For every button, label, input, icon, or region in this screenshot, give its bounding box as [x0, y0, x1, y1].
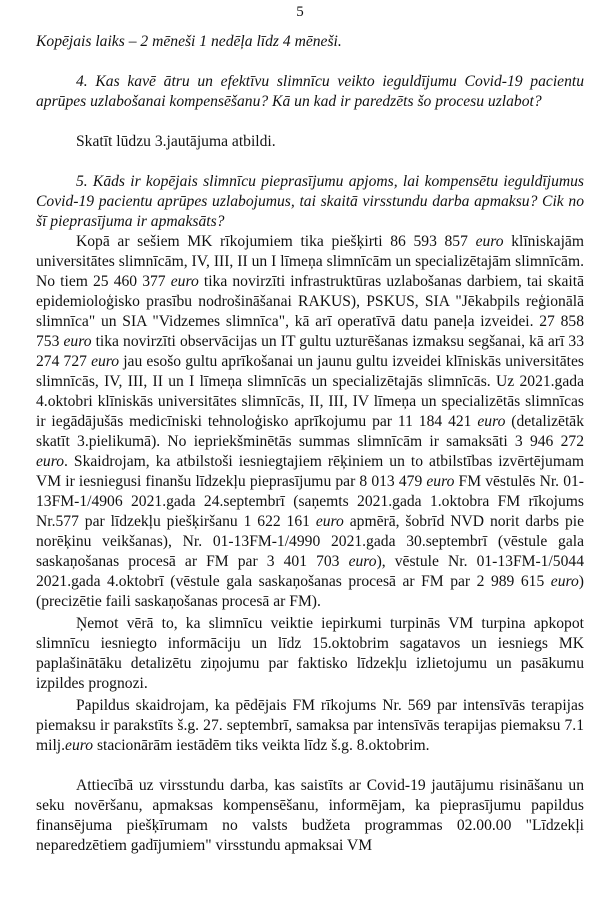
- currency-euro: euro: [475, 233, 504, 250]
- currency-euro: euro: [348, 553, 377, 570]
- currency-euro: euro: [315, 513, 344, 530]
- currency-euro: euro: [65, 737, 94, 754]
- currency-euro: euro: [550, 573, 579, 590]
- currency-euro: euro: [426, 473, 455, 490]
- currency-euro: euro: [63, 333, 92, 350]
- currency-euro: euro: [477, 413, 506, 430]
- page-number: 5: [296, 4, 304, 20]
- answer-5-procurement: Ņemot vērā to, ka slimnīcu veiktie iepirkumi turpinās VM turpina apkopot slimnīcu iesniegto informāciju un līdz 15.oktobrim sagatavos un iesniegs MK paplašinātāku detalizētu ziņojumu par faktisko līdzekļu izlietojumu un pasākumu izpildes prognozi.: [36, 615, 584, 692]
- paragraph-timeline: Kopējais laiks – 2 mēneši 1 nedēļa līdz 4 mēneši.: [36, 33, 342, 50]
- currency-euro: euro: [36, 453, 65, 470]
- answer-4: Skatīt lūdzu 3.jautājuma atbildi.: [76, 133, 276, 150]
- currency-euro: euro: [91, 353, 120, 370]
- answer-5-overtime: Attiecībā uz virsstundu darba, kas saistīts ar Covid-19 jautājumu risināšanu un seku novēršanu, apmaksas kompensēšanu, informējam, ka pieprasījumu papildus finansējuma piešķīrumam no valsts budžeta programmas 02.00.00 "Līdzekļi neparedzētiem gadījumiem" virsstundu apmaksai VM: [36, 777, 584, 854]
- question-4: 4. Kas kavē ātru un efektīvu slimnīcu veikto ieguldījumu Covid-19 pacientu aprūpes uzlabošanai kompensēšanu? Kā un kad ir paredzēts šo procesu uzlabot?: [36, 73, 584, 110]
- document-body: [36, 32, 584, 856]
- currency-euro: euro: [170, 273, 199, 290]
- answer-5-intensive-care: Papildus skaidrojam, ka pēdējais FM rīkojums Nr. 569 par intensīvās terapijas piemaksu ir parakstīts š.g. 27. septembrī, samaksa par intensīvās terapijas piemaksu 7.1 milj.euro stacionārām iestādēm tiks veikta līdz š.g. 8.oktobrim.: [36, 697, 584, 754]
- answer-5-funding: Kopā ar sešiem MK rīkojumiem tika piešķirti 86 593 857 euro klīniskajām universitātes slimnīcām, IV, III, II un I līmeņa slimnīcām un specializētajām slimnīcām. No tiem 25 460 377 euro tika novirzīti infrastruktūras uzlabošanas darbiem, tai skaitā epidemioloģisko prasību nodrošināšanai RAKUS), PSKUS, SIA "Jēkabpils reģionālā slimnīca" un SIA "Vidzemes slimnīca", kā arī operatīvā datu paneļa izveidei. 27 858 753 euro tika novirzīti observācijas un IT gultu uzturēšanas izmaksu segšanai, kā arī 33 274 727 euro jau esošo gultu aprīkošanai un jaunu gultu izveidei klīniskās universitātes slimnīcās, IV, III, II un I līmeņa slimnīcās un specializētajās slimnīcās. Uz 2021.gada 4.oktobri klīniskās universitātes slimnīcās, II, III, IV līmeņa un specializētās slimnīcas ir iegādājušās medicīniski tehnoloģisko aprīkojumu par 11 184 421 euro (detalizētāk skatīt 3.pielikumā). No iepriekšminētās summas slimnīcām ir samaksāti 3 946 272 euro. Skaidrojam, ka atbilstoši iesniegtajiem rēķiniem un to atbilstības izvērtējumam VM ir iesniegusi finanšu līdzekļu pieprasījumu par 8 013 479 euro FM vēstulēs Nr. 01-13FM-1/4906 2021.gada 24.septembrī (saņemts 2021.gada 1.oktobra FM rīkojums Nr.577 par līdzekļu piešķiršanu 1 622 161 euro apmērā, šobrīd NVD norit darbs pie norēķinu veikšanas), Nr. 01-13FM-1/4990 2021.gada 30.septembrī (vēstule gala saskaņošanas procesā ar FM par 3 401 703 euro), vēstule Nr. 01-13FM-1/5044 2021.gada 4.oktobrī (vēstule gala saskaņošanas procesā ar FM par 2 989 615 euro) (precizētie faili saskaņošanas procesā ar FM).: [36, 233, 585, 610]
- question-5: 5. Kāds ir kopējais slimnīcu pieprasījumu apjoms, lai kompensētu ieguldījumus Covid-19 pacientu aprūpes uzlabojumus, tai skaitā virsstundu darba apmaksu? Cik no šī pieprasījuma ir apmaksāts?: [36, 173, 584, 230]
